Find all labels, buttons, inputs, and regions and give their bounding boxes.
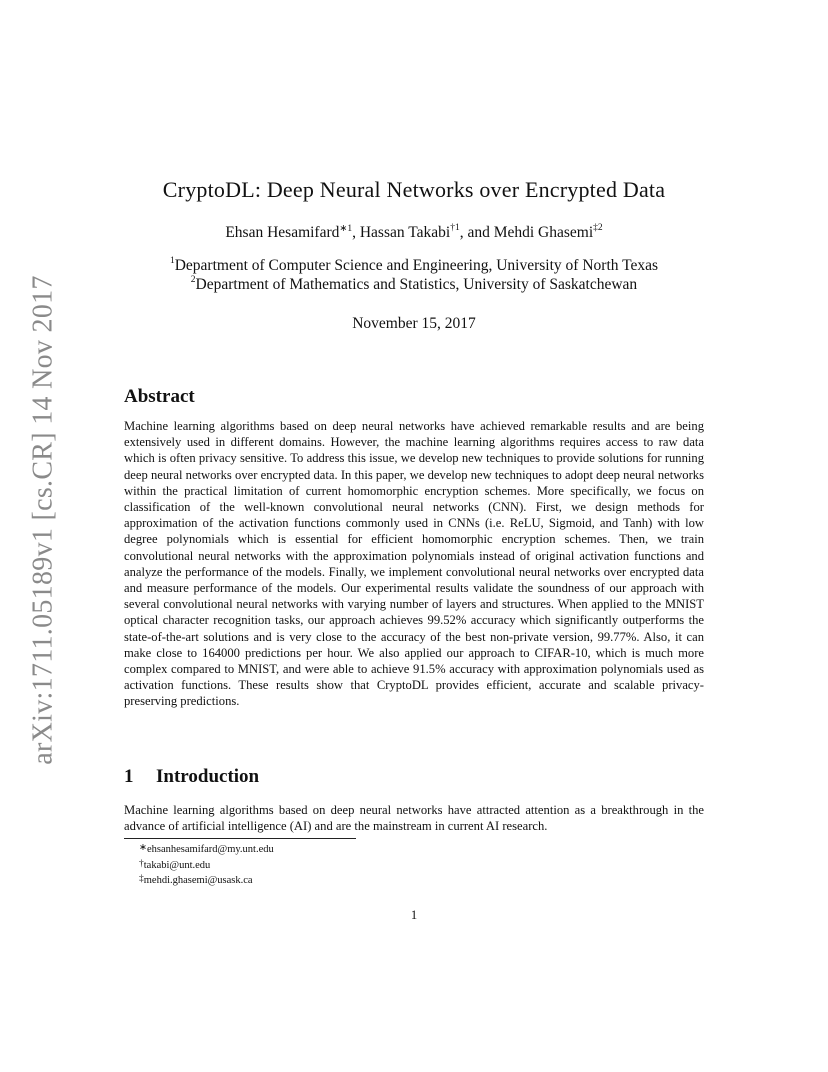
section-title: Introduction [156, 766, 260, 787]
footnote-mark: ∗ [139, 843, 147, 853]
footnote-mark: † [139, 858, 144, 869]
footnote-email: mehdi.ghasemi@usask.ca [143, 875, 253, 887]
author-name: Mehdi Ghasemi [493, 224, 594, 241]
footnote-rule [124, 838, 356, 839]
paper-title: CryptoDL: Deep Neural Networks over Encrypted Data [162, 177, 666, 202]
affiliation-text: Department of Computer Science and Engineering, University of North Texas [174, 257, 659, 274]
footnote [139, 858, 274, 874]
author-mark: †1 [450, 223, 460, 233]
affiliation-mark: 2 [190, 275, 196, 285]
affiliation-2 [0, 276, 828, 294]
author-mark: ∗1 [339, 224, 353, 234]
affiliation-1 [0, 257, 828, 275]
author-list [0, 224, 828, 242]
paper-date: November 15, 2017 [352, 315, 476, 332]
section-number: 1 [124, 766, 134, 787]
footnote-mark: ‡ [139, 874, 144, 885]
footnote-email: ehsanhesamifard@my.unt.edu [146, 844, 274, 855]
footnote [139, 842, 274, 858]
page-number: 1 [410, 908, 418, 922]
author-separator: , [352, 224, 360, 241]
author-name: Hassan Takabi [359, 224, 451, 241]
abstract-text: Machine learning algorithms based on deep neural networks have achieved remarkable results and are being extensively used in different domains. However, the machine learning algorithms requires access to raw data which is often privacy sensitive. To address this issue, we develop new techniques to provide solutions for running deep neural networks over encrypted data. In this paper, we develop new techniques to adopt deep neural networks within the practical limitation of current homomorphic encryption schemes. More specifically, we focus on classification of the well-known convolutional neural networks (CNN). First, we design methods for approximation of the activation functions commonly used in CNNs (i.e. ReLU, Sigmoid, and Tanh) with low degree polynomials which is essential for efficient homomorphic encryption schemes. Then, we train convolutional neural networks with the approximation polynomials instead of original activation functions and analyze the performance of the models. Finally, we implement convolutional neural networks over encrypted data and measure performance of the models. Our experimental results validate the soundness of our approach with several convolutional neural networks with varying number of layers and structures. When applied to the MNIST optical character recognition tasks, our approach achieves 99.52% accuracy which significantly outperforms the state-of-the-art solutions and is very close to the accuracy of the best non-private version, 99.77%. Also, it can make close to 164000 predictions per hour. We also applied our approach to CIFAR-10, which is much more complex compared to MNIST, and were able to achieve 91.5% accuracy with approximation polynomials used as activation functions. These results show that CryptoDL provides efficient, accurate and scalable privacy-preserving predictions. [124, 419, 704, 709]
footnote [139, 873, 274, 889]
author-separator: , and [459, 224, 494, 241]
affiliation-text: Department of Mathematics and Statistics, University of Saskatchewan [195, 276, 638, 293]
arxiv-identifier: arXiv:1711.05189v1 [cs.CR] 14 Nov 2017 [28, 275, 59, 765]
footnotes [139, 842, 274, 889]
arxiv-side-stamp [14, 275, 74, 765]
affiliation-mark: 1 [169, 256, 175, 266]
abstract-heading: Abstract [124, 386, 195, 407]
introduction-text: Machine learning algorithms based on deep neural networks have attracted attention as a breakthrough in the advance of artificial intelligence (AI) and are the mainstream in current AI research. [124, 803, 704, 834]
author-name: Ehsan Hesamifard [225, 224, 340, 241]
introduction-heading [124, 766, 259, 788]
author-mark: ‡2 [593, 223, 603, 233]
footnote-email: takabi@unt.edu [143, 859, 211, 871]
